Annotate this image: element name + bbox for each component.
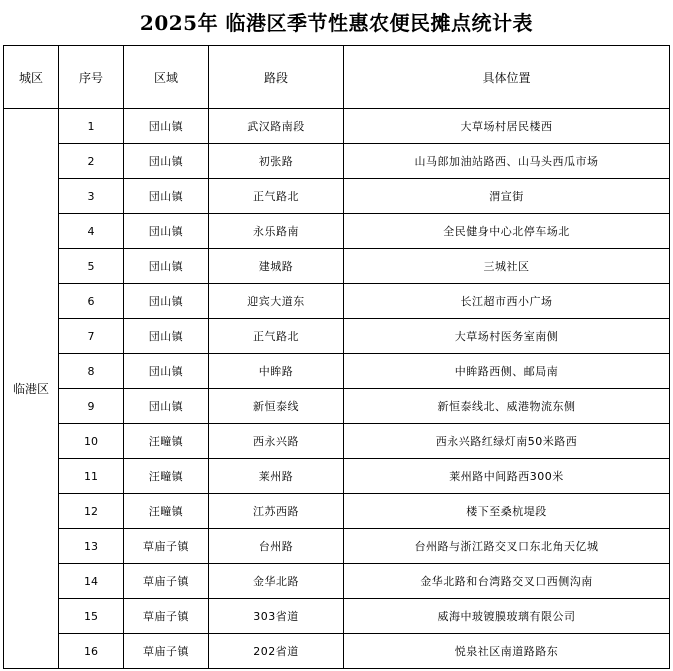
seq-cell: 11 xyxy=(59,459,124,494)
area-cell: 団山镇 xyxy=(124,144,209,179)
road-cell: 正气路北 xyxy=(209,179,344,214)
area-cell: 汪疃镇 xyxy=(124,494,209,529)
table-row xyxy=(4,599,670,634)
seq-cell: 9 xyxy=(59,389,124,424)
header-location: 具体位置 xyxy=(344,46,670,109)
seq-cell: 15 xyxy=(59,599,124,634)
location-cell: 台州路与浙江路交叉口东北角天亿城 xyxy=(344,529,670,564)
seq-cell: 3 xyxy=(59,179,124,214)
area-cell: 草庙子镇 xyxy=(124,634,209,669)
seq-cell: 4 xyxy=(59,214,124,249)
location-cell: 中眸路西侧、邮局南 xyxy=(344,354,670,389)
area-cell: 団山镇 xyxy=(124,109,209,144)
road-cell: 303省道 xyxy=(209,599,344,634)
seq-cell: 8 xyxy=(59,354,124,389)
seq-cell: 1 xyxy=(59,109,124,144)
area-cell: 団山镇 xyxy=(124,319,209,354)
road-cell: 莱州路 xyxy=(209,459,344,494)
table-row xyxy=(4,214,670,249)
road-cell: 202省道 xyxy=(209,634,344,669)
table-row xyxy=(4,459,670,494)
table-row xyxy=(4,494,670,529)
area-cell: 団山镇 xyxy=(124,179,209,214)
location-cell: 长江超市西小广场 xyxy=(344,284,670,319)
area-cell: 団山镇 xyxy=(124,354,209,389)
location-cell: 悦泉社区南道路路东 xyxy=(344,634,670,669)
seq-cell: 16 xyxy=(59,634,124,669)
area-cell: 団山镇 xyxy=(124,249,209,284)
location-cell: 山马郎加油站路西、山马头西瓜市场 xyxy=(344,144,670,179)
location-cell: 大草场村医务室南侧 xyxy=(344,319,670,354)
road-cell: 台州路 xyxy=(209,529,344,564)
road-cell: 初张路 xyxy=(209,144,344,179)
header-area: 区域 xyxy=(124,46,209,109)
area-cell: 草庙子镇 xyxy=(124,529,209,564)
road-cell: 武汉路南段 xyxy=(209,109,344,144)
seq-cell: 10 xyxy=(59,424,124,459)
location-cell: 莱州路中间路西300米 xyxy=(344,459,670,494)
location-cell: 全民健身中心北停车场北 xyxy=(344,214,670,249)
table-row xyxy=(4,354,670,389)
table-row xyxy=(4,249,670,284)
area-cell: 汪疃镇 xyxy=(124,459,209,494)
location-cell: 新恒泰线北、威港物流东侧 xyxy=(344,389,670,424)
location-cell: 金华北路和台湾路交叉口西侧沟南 xyxy=(344,564,670,599)
seq-cell: 13 xyxy=(59,529,124,564)
seq-cell: 5 xyxy=(59,249,124,284)
area-cell: 草庙子镇 xyxy=(124,599,209,634)
table-header-row xyxy=(4,46,670,109)
table-row xyxy=(4,109,670,144)
location-cell: 西永兴路红绿灯南50米路西 xyxy=(344,424,670,459)
seq-cell: 14 xyxy=(59,564,124,599)
road-cell: 正气路北 xyxy=(209,319,344,354)
table-row xyxy=(4,389,670,424)
table-row xyxy=(4,179,670,214)
table-row xyxy=(4,634,670,669)
stalls-table xyxy=(3,45,670,669)
location-cell: 大草场村居民楼西 xyxy=(344,109,670,144)
area-cell: 団山镇 xyxy=(124,284,209,319)
location-cell: 威海中玻镀膜玻璃有限公司 xyxy=(344,599,670,634)
seq-cell: 2 xyxy=(59,144,124,179)
road-cell: 中眸路 xyxy=(209,354,344,389)
table-row xyxy=(4,424,670,459)
area-cell: 団山镇 xyxy=(124,389,209,424)
road-cell: 建城路 xyxy=(209,249,344,284)
header-city-zone: 城区 xyxy=(4,46,59,109)
road-cell: 新恒泰线 xyxy=(209,389,344,424)
area-cell: 汪疃镇 xyxy=(124,424,209,459)
table-row xyxy=(4,319,670,354)
road-cell: 金华北路 xyxy=(209,564,344,599)
table-row xyxy=(4,529,670,564)
header-road: 路段 xyxy=(209,46,344,109)
location-cell: 楼下至桑杭堤段 xyxy=(344,494,670,529)
road-cell: 迎宾大道东 xyxy=(209,284,344,319)
seq-cell: 12 xyxy=(59,494,124,529)
seq-cell: 6 xyxy=(59,284,124,319)
table-row xyxy=(4,564,670,599)
seq-cell: 7 xyxy=(59,319,124,354)
road-cell: 江苏西路 xyxy=(209,494,344,529)
location-cell: 渭宣街 xyxy=(344,179,670,214)
road-cell: 西永兴路 xyxy=(209,424,344,459)
city-zone-cell: 临港区 xyxy=(4,109,59,669)
road-cell: 永乐路南 xyxy=(209,214,344,249)
table-row xyxy=(4,284,670,319)
page-title: 2025年 临港区季节性惠农便民摊点统计表 xyxy=(139,11,534,35)
area-cell: 草庙子镇 xyxy=(124,564,209,599)
location-cell: 三城社区 xyxy=(344,249,670,284)
area-cell: 団山镇 xyxy=(124,214,209,249)
header-seq: 序号 xyxy=(59,46,124,109)
table-row xyxy=(4,144,670,179)
